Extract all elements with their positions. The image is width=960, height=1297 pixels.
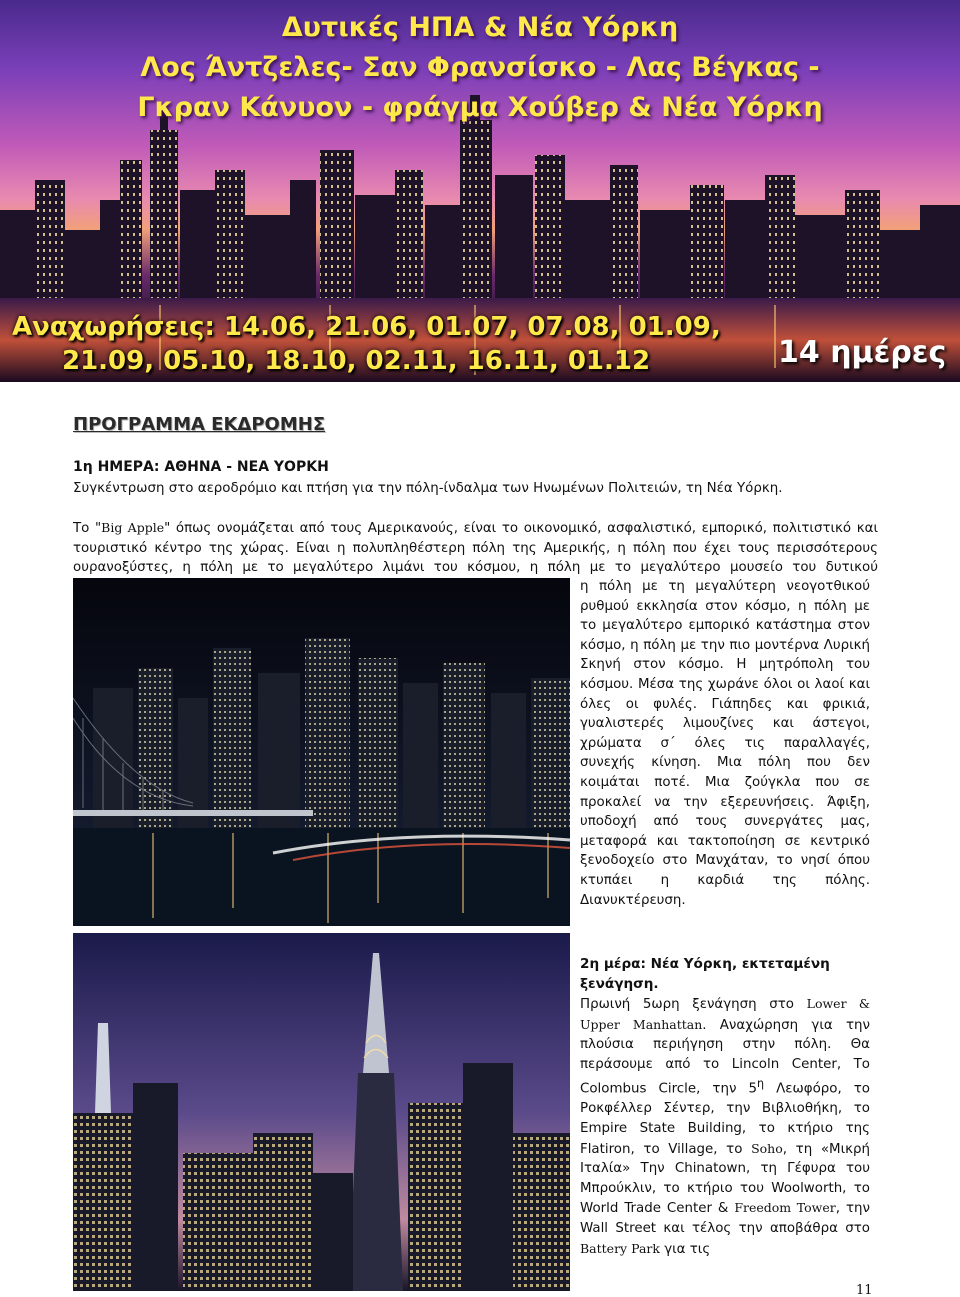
day1-column-text: η πόλη με τη μεγαλύτερη νεογοτθικού ρυθμού εκκλησία στον κόσμο, η πόλη με το μεγαλύτερο εμπορικό κατάστημα στον κόσμο, η πόλη με την πιο μοντέρνα Λυρική Σκηνή στον κόσμο. Η μητρόπολη του κόσμου. Μέσα της χωράνε όλοι οι λαοί και όλες οι φυλές. Γιάπηδες και φρικιά, γυαλιστερές λιμουζίνες και άστεγοι, χρώματα σ΄ όλες τις παραλλαγές, συνεχής κίνηση. Μια πόλη που δεν κοιμάται ποτέ. Μια ζούγκλα που σε προκαλεί να την εξερευνήσεις. Άφιξη, υποδοχή από τους συνεργάτες μας, μεταφορά και τακτοποίηση σε κεντρικό ξενοδοχείο στο Μανχάταν, το νησί όπου κτυπάει η καρδιά της πόλης. Διανυκτέρευση.	[580, 579, 870, 908]
soho-text: Soho	[751, 1140, 783, 1156]
day2-text	[580, 994, 870, 1259]
banner-title-line-1: Δυτικές ΗΠΑ & Νέα Υόρκη	[281, 12, 679, 43]
day2-text-part-8: , την Wall Street και τέλος την αποβάθρα στο	[580, 1201, 870, 1236]
day1-p2-pre: Το "	[73, 521, 102, 536]
banner-title-line-2: Λος Άντζελες- Σαν Φρανσίσκο - Λας Βέγκας -	[140, 52, 820, 83]
day2-text-part-4: Λεωφόρο, το Ροκφέλλερ Σέντερ, την Βιβλιοθήκη, το Empire State Building, το κτήριο της Flatiron, το Village, το	[580, 1081, 871, 1157]
day1-paragraph-1: Συγκέντρωση στο αεροδρόμιο και πτήση για την πόλη-ίνδαλμα των Ηνωμένων Πολιτειών, τη Νέα Υόρκη.	[73, 481, 783, 496]
departures-line-1: Αναχωρήσεις: 14.06, 21.06, 01.07, 07.08, 01.09,	[12, 312, 721, 342]
brooklyn-bridge-photo	[73, 578, 570, 926]
battery-park-text: Battery Park	[580, 1240, 660, 1256]
ordinal-superscript: η	[757, 1077, 765, 1091]
manhattan-text: Lower & Upper Manhattan	[580, 996, 871, 1032]
banner-title-line-3: Γκραν Κάνυον - φράγμα Χούβερ & Νέα Υόρκη	[137, 92, 823, 123]
day2-text-part-6: , τη «Μικρή Ιταλία» Την Chinatown, τη Γέφυρα του Μπρούκλιν, το κτήριο του Woolworth, το World Trade Center &	[580, 1141, 870, 1217]
day2-text-part-10: για τις	[659, 1241, 711, 1257]
day2-title: 2η μέρα: Νέα Υόρκη, εκτεταμένη ξενάγηση.	[580, 956, 830, 992]
freedom-tower-text: Freedom Tower	[734, 1200, 836, 1216]
big-apple-text: Big Apple	[101, 520, 165, 535]
day2-text-part-1: Πρωινή 5ωρη ξενάγηση στο	[580, 997, 807, 1012]
duration-badge: 14 ημέρες	[778, 335, 947, 370]
day2-text-part-3: . Αναχώρηση για την πλούσια περιήγηση στην πόλη. Θα περάσουμε από το Lincoln Center, Το Colombus Circle, την 5	[580, 1017, 870, 1097]
day1-title: 1η ΗΜΕΡΑ: ΑΘΗΝΑ - ΝΕΑ ΥΟΡΚΗ	[73, 459, 329, 475]
departures-line-2: 21.09, 05.10, 18.10, 02.11, 16.11, 01.12	[62, 346, 651, 376]
chrysler-building-photo	[73, 933, 570, 1291]
day1-p2-post: " όπως ονομάζεται από τους Αμερικανούς, είναι το οικονομικό, ασφαλιστικό, εμπορικό, πολιτιστικό και τουριστικό κέντρο της χώρας. Είναι η πολυπληθέστερη πόλη της Αμερικής, η πόλη που έχει τους περισσότερους ουρανοξύστες, η πόλη με το μεγαλύτερο λιμάνι του κόσμου, η πόλη με το μεγαλύτερο μουσείο του δυτικού	[73, 521, 878, 576]
programme-heading: ΠΡΟΓΡΑΜΜΑ ΕΚΔΡΟΜΗΣ	[73, 414, 326, 435]
page-number: 11	[856, 1283, 873, 1297]
header-banner	[0, 0, 960, 382]
